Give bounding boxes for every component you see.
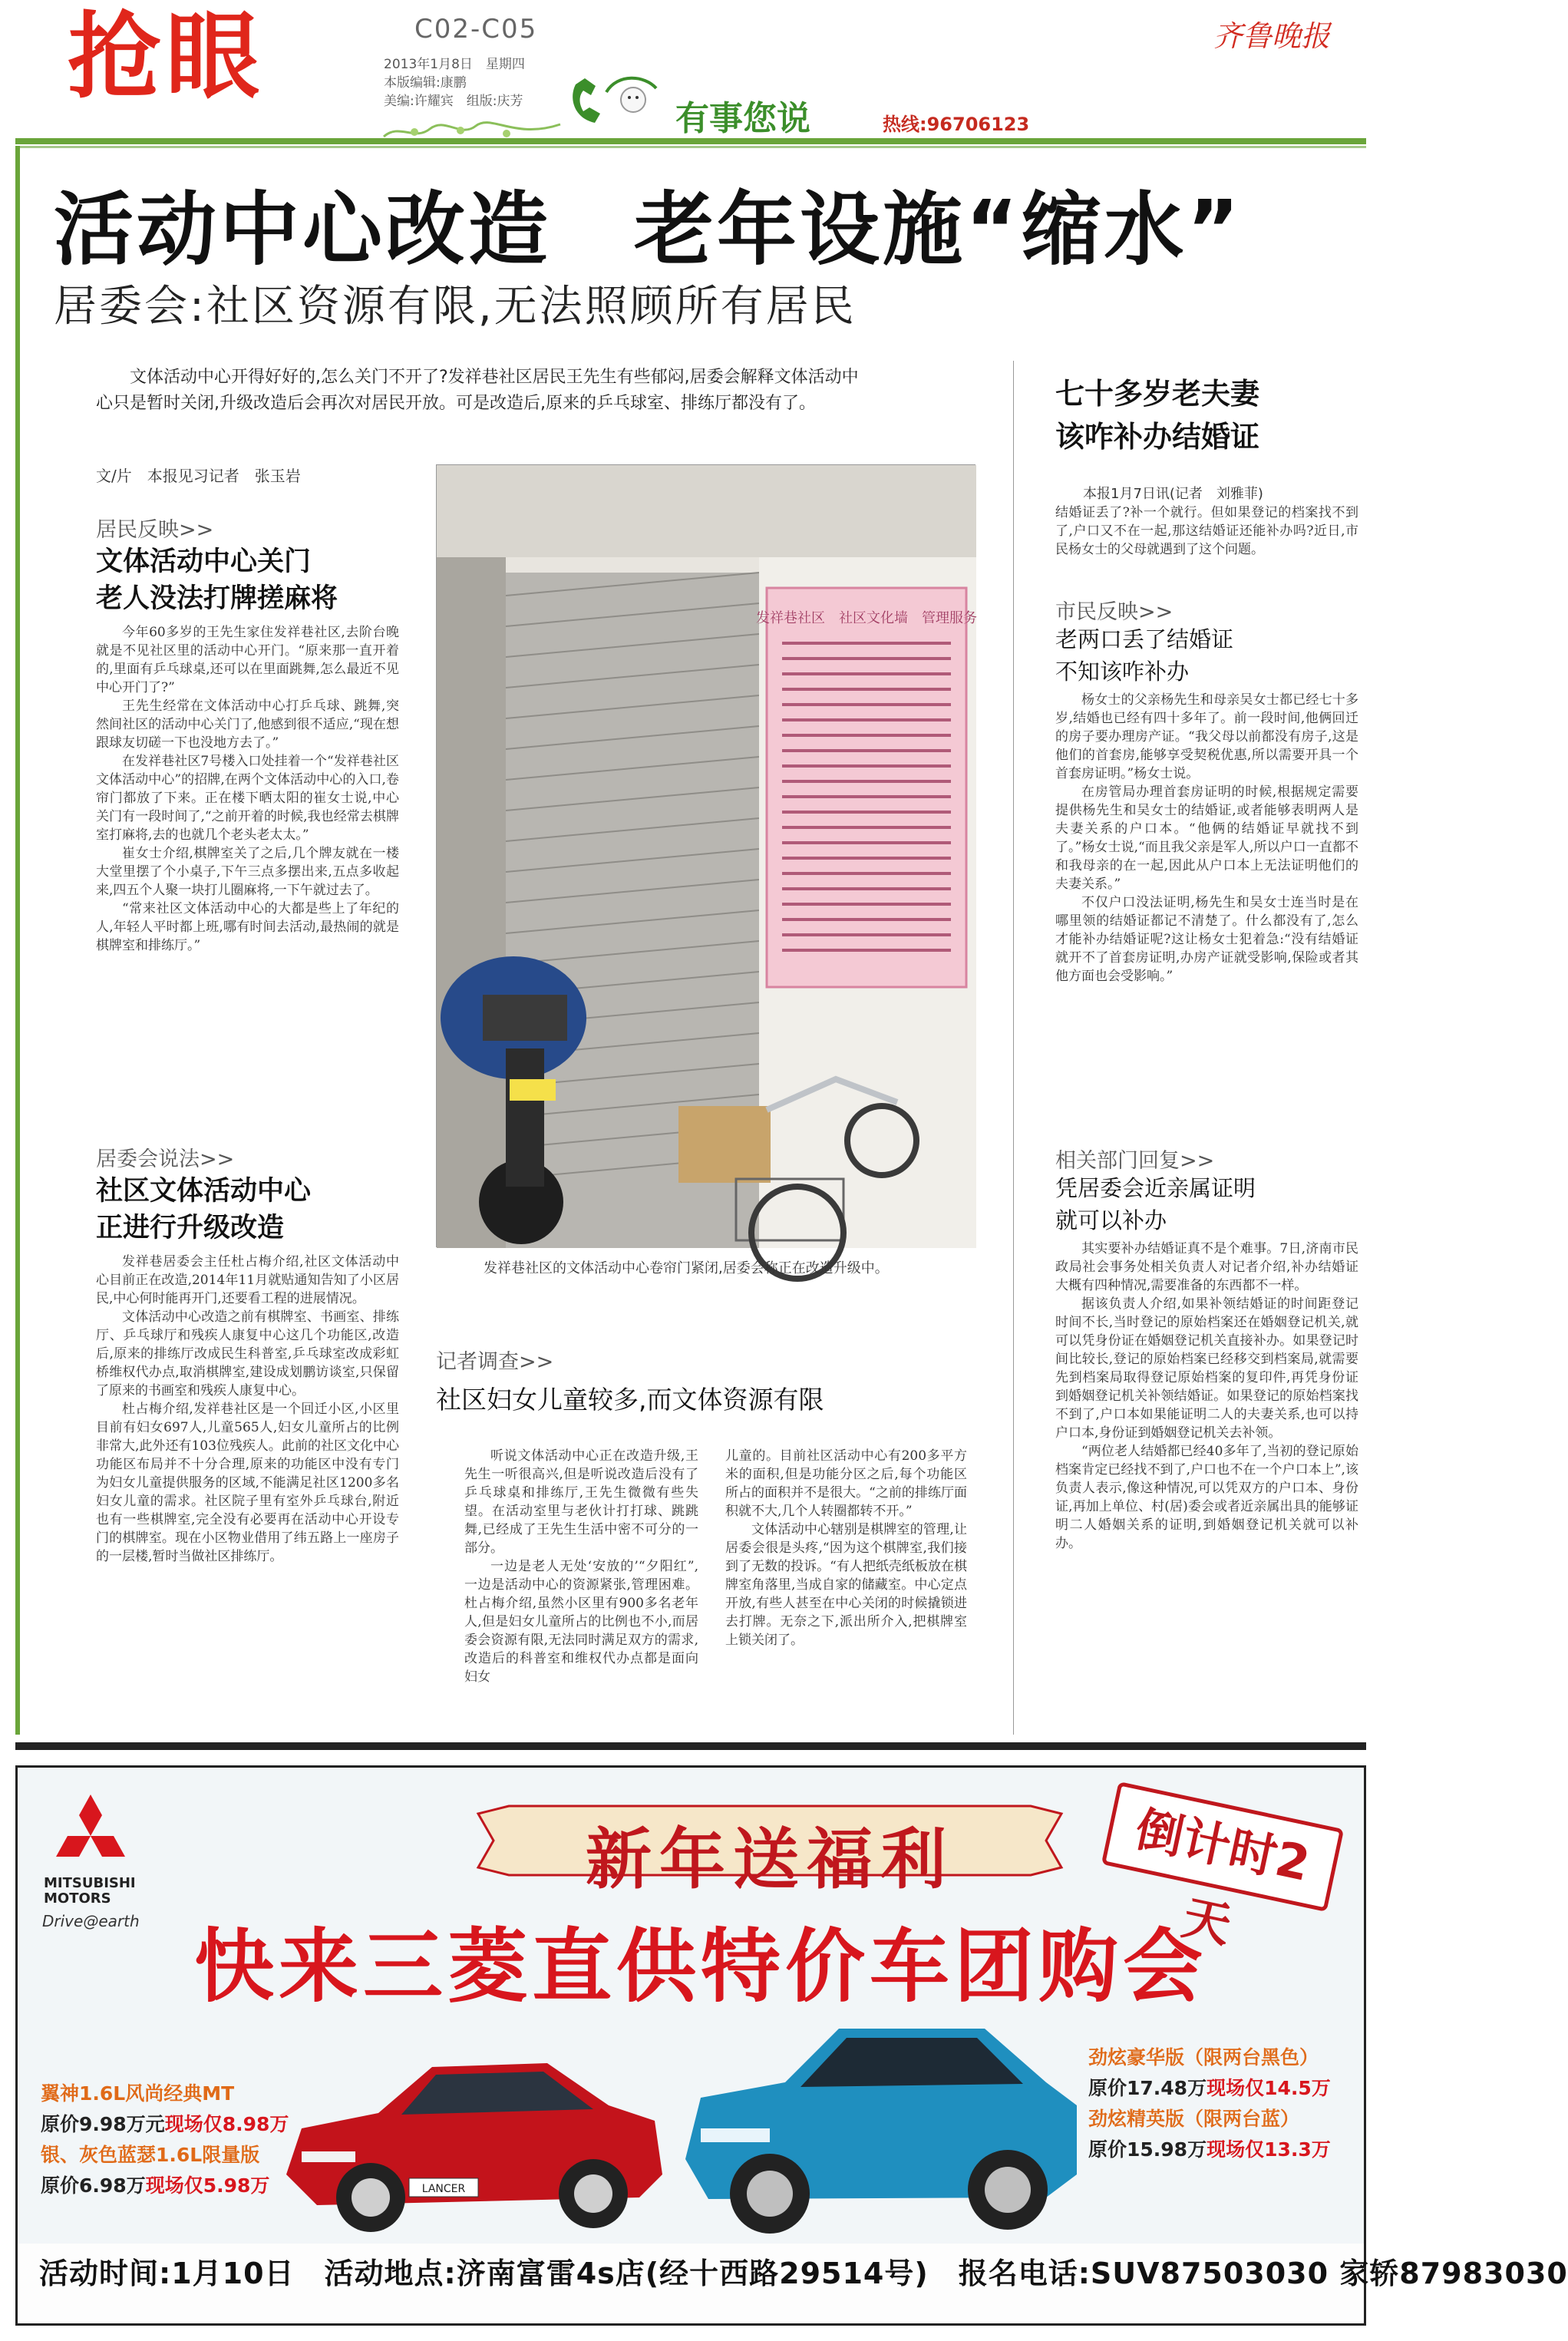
- column-divider: [1013, 361, 1014, 1735]
- red-sedan-image: [271, 2021, 670, 2244]
- sidebar-department-body: [1055, 1240, 1358, 1553]
- advertisement: [15, 1765, 1568, 2326]
- paragraph: 文体活动中心改造之前有棋牌室、书画室、排练厅、乒乓球厅和残疾人康复中心这几个功能区,改造后,原来的排练厅改成民生科普室,乒乓球室改成彩虹桥维权代办点,取消棋牌室,建设成划鹏访谈室,只保留了原来的书画室和残疾人康复中心。: [96, 1309, 399, 1398]
- heading-line: 老两口丢了结婚证: [1055, 626, 1234, 652]
- residents-body: [96, 623, 399, 955]
- paragraph: 文体活动中心辖别是棋牌室的管理,让居委会很是头疼,“因为这个棋牌室,我们接到了无数的投诉。“有人把纸壳纸板放在棋牌室角落里,当成自家的储藏室。中心定点开放,有些人甚至在中心关闭的时候撬锁进去打牌。无奈之下,派出所介入,把棋牌室上锁关闭了。: [725, 1522, 967, 1648]
- kicker-residents: 居民反映>>: [96, 518, 214, 542]
- phone-icon: [560, 69, 668, 130]
- heading-line: 凭居委会近亲属证明: [1055, 1175, 1256, 1201]
- paragraph: 发祥巷居委会主任杜占梅介绍,社区文体活动中心目前正在改造,2014年11月就贴通知告知了小区居民,中心何时能再开门,还要看工程的进展情况。: [96, 1254, 399, 1306]
- page-meta: [384, 55, 525, 111]
- newspaper-name: 齐鲁晚报: [1213, 19, 1330, 53]
- paragraph: “常来社区文体活动中心的大都是些上了年纪的人,年轻人平时都上班,哪有时间去活动,最热闹的就是棋牌室和排练厅。”: [96, 901, 399, 953]
- offer-price: [1088, 2135, 1331, 2165]
- section-title: 抢眼: [68, 1, 264, 111]
- paragraph: 在发祥巷社区7号楼入口处挂着一个“发祥巷社区文体活动中心”的招牌,在两个文体活动中心的入口,卷帘门都放了下来。正在楼下晒太阳的崔女士说,中心关门有一段时间了,“之前开着的时候,我也经常去棋牌室打麻将,去的也就几个老头老太太。”: [96, 754, 399, 843]
- offer-model: 劲炫豪华版（限两台黑色）: [1088, 2046, 1319, 2069]
- headline: 活动中心改造 老年设施“缩水”: [54, 183, 1243, 276]
- title-line: 七十多岁老夫妻: [1055, 377, 1260, 411]
- designer-credit: 美编:许耀宾 组版:庆芳: [384, 94, 523, 109]
- paragraph: 王先生经常在文体活动中心打乒乓球、跳舞,突然间社区的活动中心关门了,他感到很不适应,“现在想跟球友切磋一下也没地方去了。”: [96, 698, 399, 751]
- header-rule-thin: [15, 146, 1366, 148]
- sidebar-intro: [1055, 485, 1358, 559]
- offer-price: [1088, 2073, 1331, 2104]
- subheadline: 居委会:社区资源有限,无法照顾所有居民: [54, 282, 857, 332]
- paragraph: 其实要补办结婚证真不是个难事。7日,济南市民政局社会事务处相关负责人对记者介绍,补办结婚证大概有四种情况,需要准备的东西都不一样。: [1055, 1241, 1358, 1293]
- mitsubishi-logo-icon: [41, 1791, 140, 1875]
- blue-suv-image: [662, 1998, 1092, 2244]
- offer-price: [41, 2171, 289, 2201]
- paragraph: 据该负责人介绍,如果补领结婚证的时间距登记时间不长,当时登记的原始档案还在婚姻登记机关,就可以凭身份证在婚姻登记机关直接补办。如果登记时间比较长,登记的原始档案已经移交到档案局,就需要先到档案局取得登记原始档案的复印件,再凭身份证到婚姻登记机关补领结婚证。如果登记的原始档案找不到了,户口本如果能证明二人的夫妻关系,也可以持户口本,身份证到婚姻登记机关去补领。: [1055, 1296, 1358, 1441]
- offer-now: 现场仅13.3万: [1207, 2138, 1331, 2161]
- photo-illustration: [437, 465, 976, 1248]
- ad-countdown: 倒计时2天: [1101, 1781, 1344, 1912]
- kicker-investigation: 记者调查>>: [436, 1350, 554, 1374]
- kicker-committee: 居委会说法>>: [96, 1147, 235, 1171]
- ad-right-offers: [1088, 2042, 1331, 2165]
- issue-date: 2013年1月8日 星期四: [384, 57, 525, 72]
- offer-original: 原价6.98万: [41, 2174, 146, 2197]
- editor-credit: 本版编辑:康鹏: [384, 75, 467, 91]
- paragraph: 今年60多岁的王先生家住发祥巷社区,去阶台晚就是不见社区里的活动中心开门。“原来那一直开着的,里面有乒乓球桌,还可以在里面跳舞,怎么最近不见中心开门了?”: [96, 625, 399, 695]
- sidebar-heading-department: [1055, 1172, 1256, 1237]
- heading-line: 老人没法打牌搓麻将: [96, 583, 338, 614]
- lead-paragraph: 文体活动中心开得好好的,怎么关门不开了?发祥巷社区居民王先生有些郁闷,居委会解释文体活动中心只是暂时关闭,升级改造后会再次对居民开放。可是改造后,原来的乒乓球室、排练厅都没有了。: [96, 368, 859, 413]
- ad-brand-line2: MOTORS: [44, 1890, 111, 1907]
- photo-sign-text: 发祥巷社区 社区文化墙 管理服务: [756, 610, 977, 626]
- heading-line: 文体活动中心关门: [96, 546, 312, 577]
- offer-price: [41, 2109, 289, 2140]
- paragraph: 杨女士的父亲杨先生和母亲吴女士都已经七十多岁,结婚也已经有四十多年了。前一段时间,他俩回迁的房子要办理房产证。“我父母以前都没有房子,这是他们的首套房,能够享受契税优惠,所以需要开具一个首套房证明。”杨女士说。: [1055, 692, 1358, 781]
- offer-now: 现场仅8.98万: [164, 2113, 289, 2135]
- paragraph: 结婚证丢了?补一个就行。但如果登记的档案找不到了,户口又不在一起,那这结婚证还能补办吗?近日,市民杨女士的父母就遇到了这个问题。: [1055, 505, 1358, 557]
- section-heading-residents: [96, 543, 338, 617]
- ad-left-offers: [41, 2079, 289, 2201]
- offer-now: 现场仅14.5万: [1207, 2077, 1331, 2099]
- header-rule: [15, 138, 1366, 144]
- heading-line: 社区文体活动中心: [96, 1176, 312, 1207]
- hotline-title: 有事您说: [675, 99, 810, 138]
- offer-model: 银、灰色蓝瑟1.6L限量版: [41, 2144, 260, 2166]
- committee-body: [96, 1253, 399, 1566]
- left-rule: [15, 146, 20, 1735]
- ad-footer: 活动时间:1月10日 活动地点:济南富雷4s店(经十西路29514号) 报名电话:SUV87503030 家轿87983030: [39, 2257, 1568, 2290]
- byline: 文/片 本报见习记者 张玉岩: [96, 467, 301, 485]
- ad-banner-text: 新年送福利: [586, 1821, 954, 1898]
- paragraph: “两位老人结婚都已经40多年了,当初的登记原始档案肯定已经找不到了,户口也不在一个户口本上”,该负责人表示,像这种情况,可以凭双方的户口本、身份证,再加上单位、村(居)委会或者近亲属出具的能够证明二人婚姻关系的证明,到婚姻登记机关就可以补办。: [1055, 1444, 1358, 1551]
- section-heading-committee: [96, 1173, 311, 1246]
- offer-model: 劲炫精英版（限两台蓝）: [1088, 2108, 1300, 2130]
- investigation-heading: 社区妇女儿童较多,而文体资源有限: [436, 1385, 824, 1415]
- offer-now: 现场仅5.98万: [145, 2174, 270, 2197]
- heading-line: 正进行升级改造: [96, 1213, 285, 1243]
- offer-original: 原价9.98万元: [41, 2113, 165, 2135]
- ad-main-title: 快来三菱直供特价车团购会: [194, 1920, 1208, 2013]
- investigation-col1: [464, 1447, 698, 1686]
- heading-line: 不知该咋补办: [1055, 659, 1190, 685]
- hotline-number: 热线:96706123: [883, 114, 1030, 135]
- paragraph: 在房管局办理首套房证明的时候,根据规定需要提供杨先生和吴女士的结婚证,或者能够表明两人是夫妻关系的户口本。“他俩的结婚证早就找不到了。”杨女士说,“而且我父亲是军人,所以户口一直都不和我母亲的在一起,因此从户口本上无法证明他们的夫妻关系。”: [1055, 784, 1358, 892]
- masthead: [0, 0, 1384, 146]
- investigation-col2: [725, 1447, 967, 1649]
- sidebar-heading-citizen: [1055, 623, 1233, 688]
- article-photo: [436, 464, 975, 1247]
- kicker-citizen: 市民反映>>: [1055, 600, 1174, 624]
- ad-slogan: Drive@earth: [42, 1912, 140, 1930]
- page-code: C02-C05: [414, 14, 538, 45]
- photo-caption: 发祥巷社区的文体活动中心卷帘门紧闭,居委会称正在改造升级中。: [484, 1260, 889, 1276]
- paragraph: 听说文体活动中心正在改造升级,王先生一听很高兴,但是听说改造后没有了乒乓球桌和排练厅,王先生微微有些失望。在活动室里与老伙计打打球、跳跳舞,已经成了王先生生活中密不可分的一部分。: [464, 1448, 698, 1556]
- car-plate: LANCER: [421, 2183, 466, 2195]
- paragraph: 儿童的。目前社区活动中心有200多平方米的面积,但是功能分区之后,每个功能区所占的面积并不是很大。“之前的排练厅面积就不大,几个人转圈都转不开。”: [725, 1448, 967, 1519]
- offer-original: 原价15.98万: [1088, 2138, 1207, 2161]
- paragraph: 崔女士介绍,棋牌室关了之后,几个牌友就在一楼大堂里摆了个小桌子,下午三点多摆出来,五点多收起来,四五个人聚一块打儿圈麻将,一下午就过去了。: [96, 846, 399, 898]
- sidebar-byline: 本报1月7日讯(记者 刘雅菲): [1083, 486, 1263, 502]
- offer-model: 翼神1.6L风尚经典MT: [41, 2082, 235, 2105]
- heading-line: 就可以补办: [1055, 1207, 1167, 1233]
- paragraph: 不仅户口没法证明,杨先生和吴女士连当时是在哪里领的结婚证都记不清楚了。什么都没有了,怎么才能补办结婚证呢?这让杨女士犯着急:“没有结婚证就开不了首套房证明,办房产证就受影响,保险或者其他方面也会受影响。”: [1055, 895, 1358, 984]
- sidebar-title: [1055, 372, 1259, 458]
- kicker-department: 相关部门回复>>: [1055, 1149, 1215, 1173]
- paragraph: 一边是老人无处‘安放的’“夕阳红”,一边是活动中心的资源紧张,管理困难。杜占梅介绍,虽然小区里有900多名老年人,但是妇女儿童所占的比例也不小,而居委会资源有限,无法同时满足双方的需求,改造后的科普室和维权代办点都是面向妇女: [464, 1559, 698, 1685]
- paragraph: 杜占梅介绍,发祥巷社区是一个回迁小区,小区里目前有妇女697人,儿童565人,妇女儿童所占的比例非常大,此外还有103位残疾人。此前的社区文化中心功能区布局并不十分合理,原来的功能区中没有专门为妇女儿童提供服务的区域,不能满足社区1200多名妇女儿童的需求。社区院子里有室外乒乓球台,附近也有一些棋牌室,完全没有必要再在活动中心开设专门的棋牌室。现在小区物业借用了纬五路上一座房子的一层楼,暂时当做社区排练厅。: [96, 1402, 399, 1564]
- ad-brand-line1: MITSUBISHI: [44, 1875, 136, 1891]
- sidebar-citizen-body: [1055, 691, 1358, 986]
- offer-original: 原价17.48万: [1088, 2077, 1207, 2099]
- ad-top-rule: [15, 1742, 1366, 1750]
- title-line: 该咋补办结婚证: [1055, 420, 1260, 454]
